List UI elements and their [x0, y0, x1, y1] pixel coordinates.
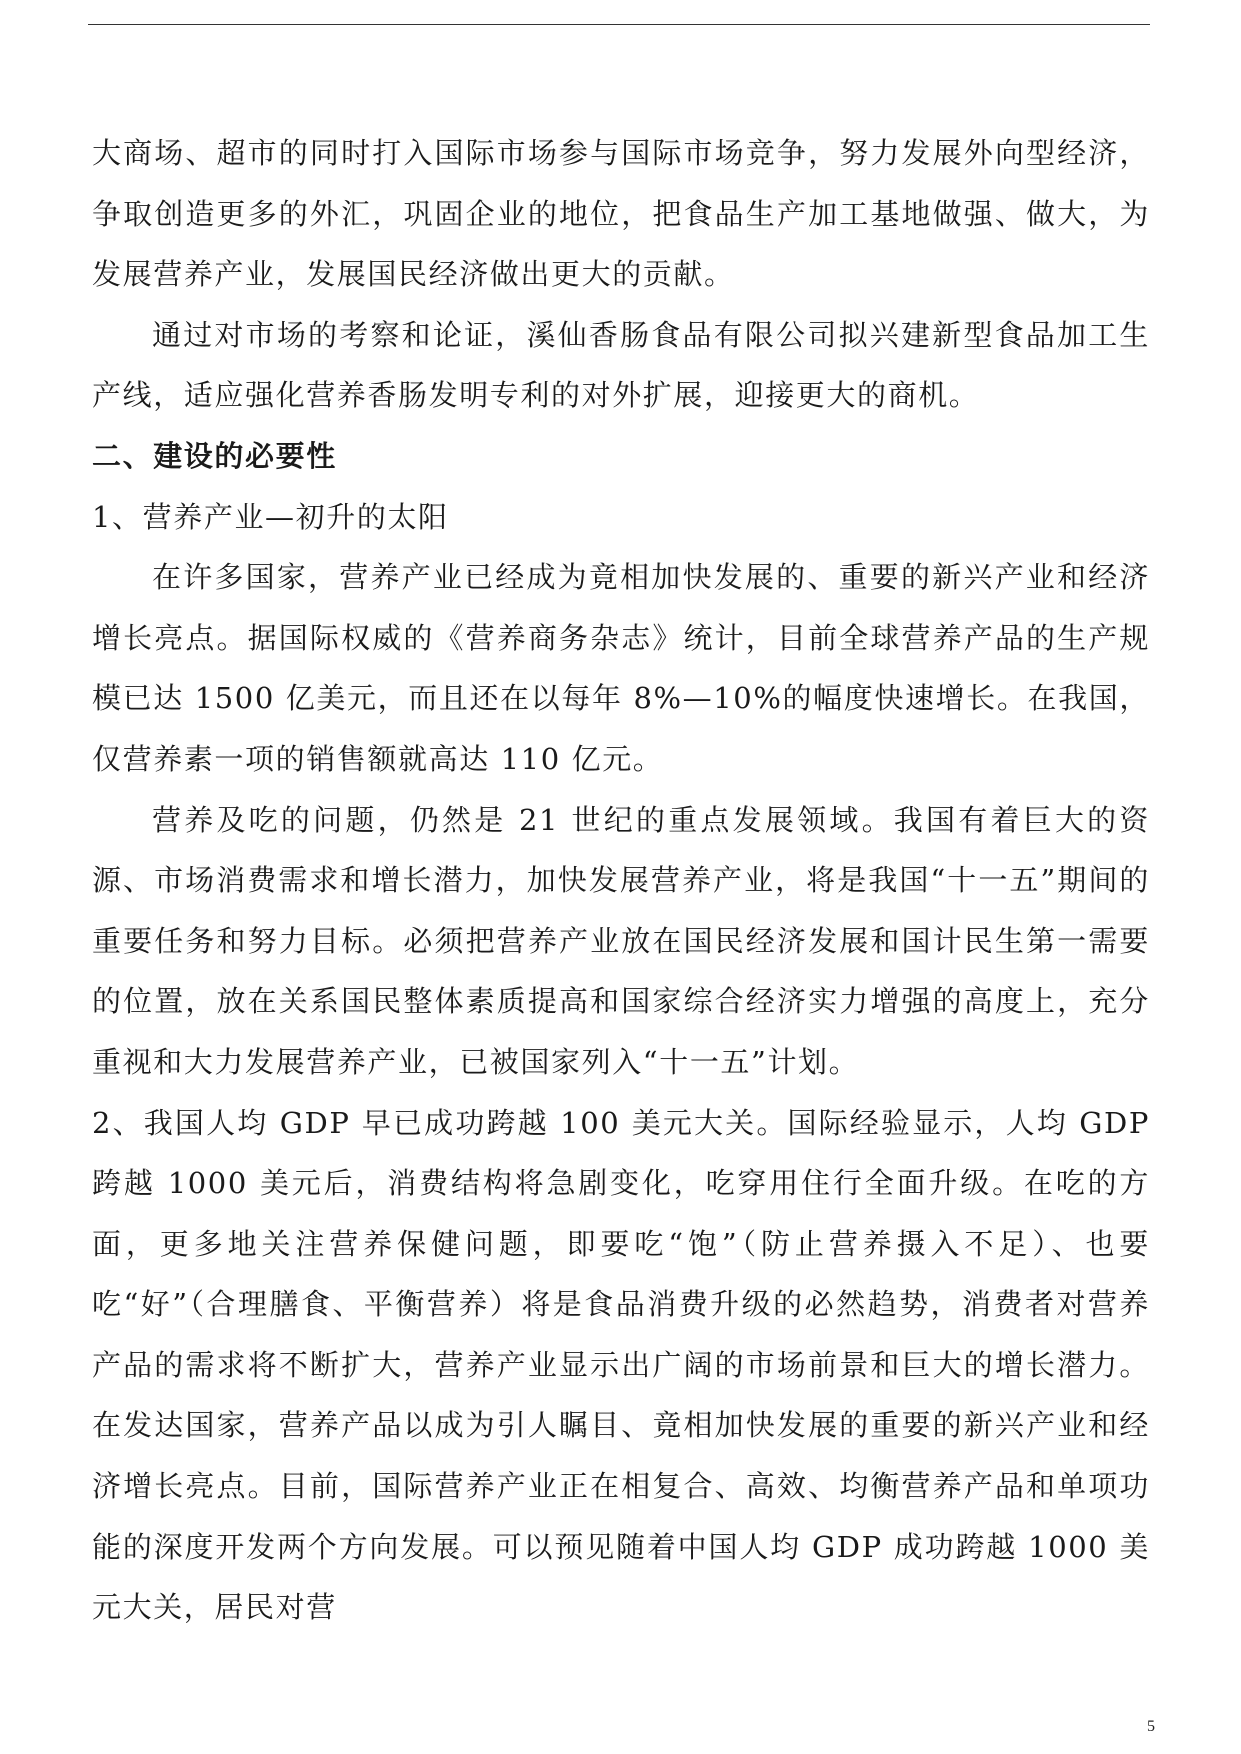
paragraph-21st-century: 营养及吃的问题，仍然是 21 世纪的重点发展领域。我国有着巨大的资源、市场消费需求和增长潜力，加快发展营养产业，将是我国“十一五”期间的重要任务和努力目标。必须把营养产业放在国民经济发展和国计民生第一需要的位置，放在关系国民整体素质提高和国家综合经济实力增强的高度上，充分重视和大力发展营养产业，已被国家列入“十一五”计划。: [92, 802, 1150, 1079]
header-rule: [88, 24, 1150, 25]
page-number: 5: [1147, 1718, 1155, 1735]
paragraph-gdp: 2、我国人均 GDP 早已成功跨越 100 美元大关。国际经验显示，人均 GDP 跨越 1000 美元后，消费结构将急剧变化，吃穿用住行全面升级。在吃的方面，更多地关注营养保健问题，即要吃“饱”（防止营养摄入不足）、也要吃“好”（合理膳食、平衡营养）将是食品消费升级的必然趋势，消费者对营养产品的需求将不断扩大，营养产业显示出广阔的市场前景和巨大的增长潜力。在发达国家，营养产品以成为引人瞩目、竟相加快发展的重要的新兴产业和经济增长亮点。目前，国际营养产业正在相复合、高效、均衡营养产品和单项功能的深度开发两个方向发展。可以预见随着中国人均 GDP 成功跨越 1000 美元大关，居民对营: [92, 1105, 1150, 1625]
paragraph-continued: 大商场、超市的同时打入国际市场参与国际市场竞争，努力发展外向型经济，争取创造更多的外汇，巩固企业的地位，把食品生产加工基地做强、做大，为发展营养产业，发展国民经济做出更大的贡献。: [92, 136, 1150, 292]
paragraph-global-industry: 在许多国家，营养产业已经成为竟相加快发展的、重要的新兴产业和经济增长亮点。据国际权威的《营养商务杂志》统计，目前全球营养产品的生产规模已达 1500 亿美元，而且还在以每年 8%—10%的幅度快速增长。在我国，仅营养素一项的销售额就高达 110 亿元。: [92, 560, 1150, 776]
document-body: [92, 123, 1150, 1638]
subsection-heading-1: 1、营养产业—初升的太阳: [92, 499, 449, 534]
section-heading: 二、建设的必要性: [92, 438, 337, 473]
paragraph-market-study: 通过对市场的考察和论证，溪仙香肠食品有限公司拟兴建新型食品加工生产线，适应强化营养香肠发明专利的对外扩展，迎接更大的商机。: [92, 317, 1150, 413]
